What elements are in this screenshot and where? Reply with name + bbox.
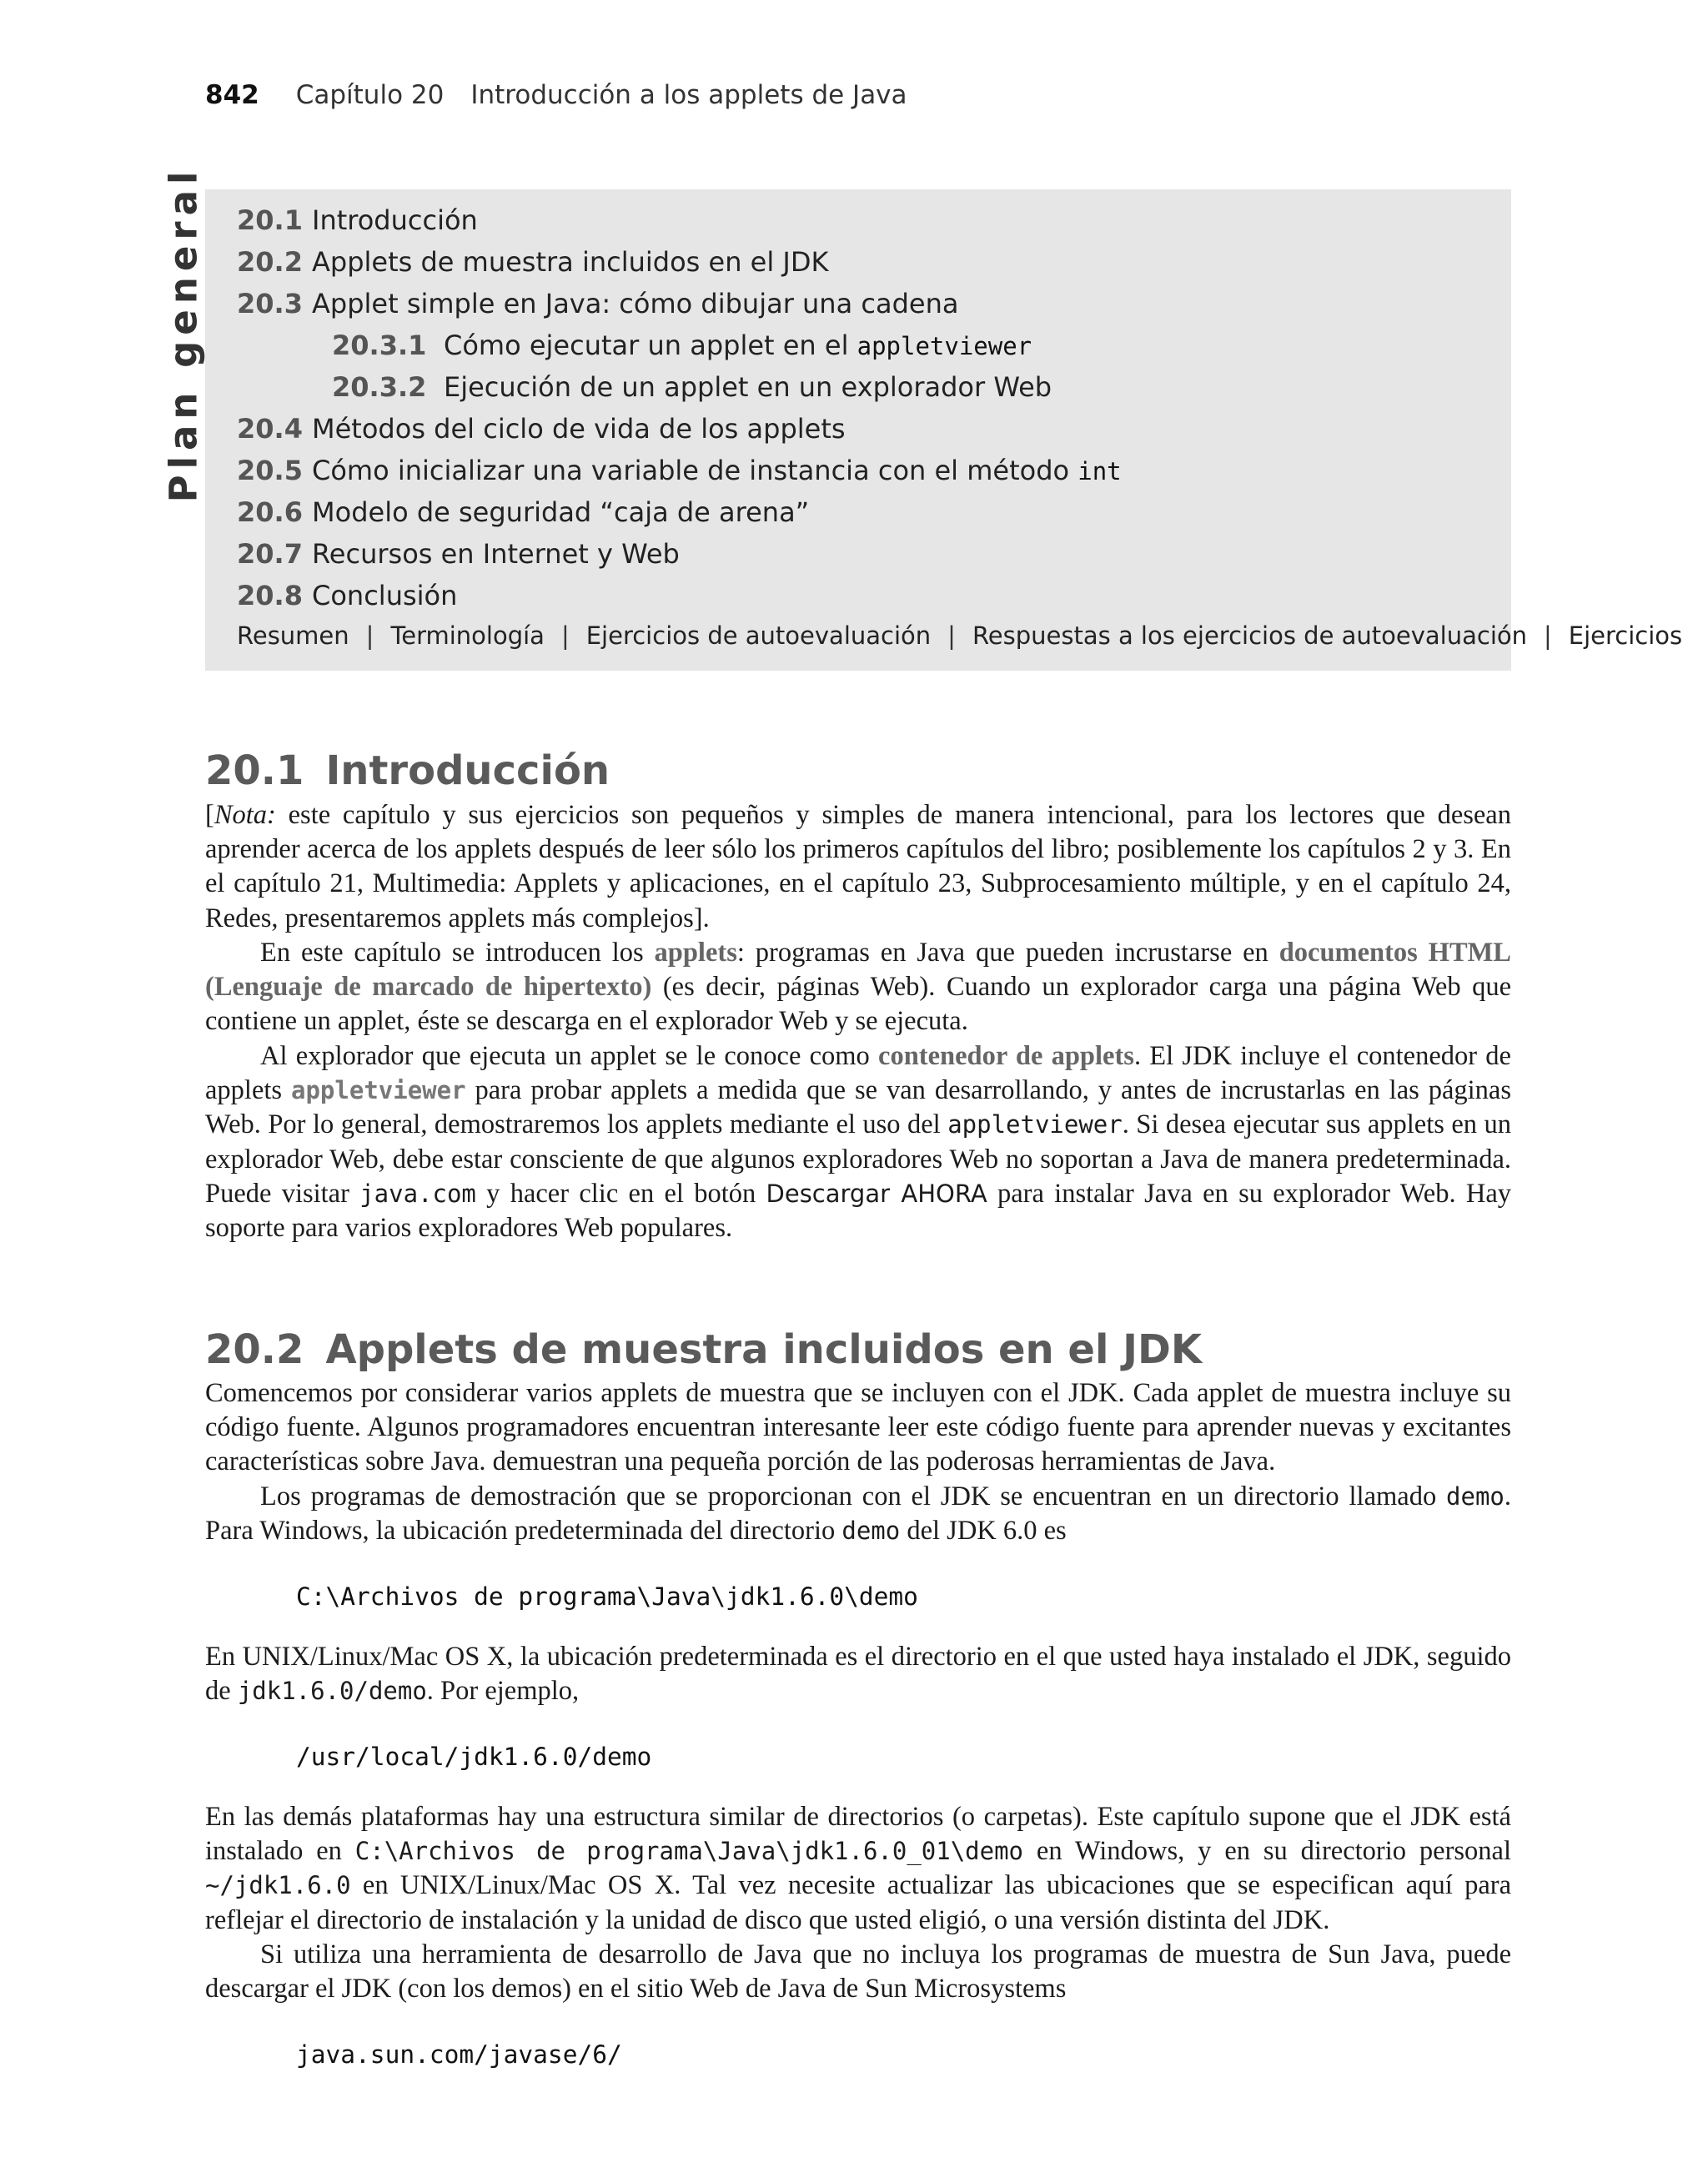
text-run: para probar applets a medida que se van desarrollando, y antes de incrustarlas en las páginas Web. Por lo general, demostraremos los applets mediante el uso del [205,1075,1512,1140]
outline-item-title: Modelo de seguridad “caja de arena” [312,496,810,528]
outline-item-title [444,329,1032,361]
paragraph-applet-container [205,1039,1511,1245]
running-header [205,80,907,110]
code-windows-install-path: C:\Archivos de programa\Java\jdk1.6.0_01\demo [354,1837,1024,1866]
text-run: del JDK 6.0 es [900,1516,1067,1547]
code-term-appletviewer: appletviewer [291,1076,466,1105]
outline-item-number: 20.5 [237,455,303,486]
outline-item-code: int [1078,457,1122,485]
outline-item-title [312,455,1122,486]
text-run: En este capítulo se introducen los [260,938,655,968]
outline-footer [237,621,1682,650]
text-run: Si utiliza una herramienta de desarrollo de Java que no incluya los programas de muestra de Sun Java, puede descargar el JDK (con los demos) en el sitio Web de Java de Sun Microsystems [205,1939,1511,2004]
text-run: en UNIX/Linux/Mac OS X. Tal vez necesite actualizar las ubicaciones que se especifican aquí para reflejar el directorio de instalación y la unidad de disco que usted eligió, o una versión distinta del JDK. [205,1870,1511,1935]
text-run: . El JDK incluye el contenedor de applets [205,1041,1511,1106]
footer-item-exercises: Ejercicios [1568,621,1683,650]
text-run: y hacer clic en el botón [475,1178,766,1209]
code-java-com: java.com [359,1179,476,1208]
footer-item-terminology: Terminología [390,621,545,650]
side-label [158,165,208,502]
code-unix-path: /usr/local/jdk1.6.0/demo [296,1743,652,1771]
text-run: : programas en Java que pueden incrustarse en [736,938,1279,968]
outline-item-number: 20.6 [237,496,303,528]
outline-item-title: Applet simple en Java: cómo dibujar una cadena [312,288,959,319]
section-heading-20-2 [205,1326,1202,1373]
chapter-label: Capítulo 20 [295,80,445,110]
code-windows-path: C:\Archivos de programa\Java\jdk1.6.0\demo [296,1582,918,1611]
text-run: Los programas de demostración que se proporcionan con el JDK se encuentran en un directorio llamado [260,1481,1447,1512]
text-run: . Si desea ejecutar sus applets en un explorador Web, debe estar consciente de que algunos exploradores Web no soportan a Java de manera predeterminada. Puede visitar [205,1109,1512,1209]
term-applet-container: contenedor de applets [878,1041,1134,1071]
code-demo: demo [1446,1482,1505,1511]
paragraph-download-jdk [205,1938,1511,2006]
section-heading-20-1 [205,747,610,794]
term-applets: applets [654,938,737,968]
outline-item-number: 20.3.1 [332,329,427,361]
outline-item-number: 20.1 [237,204,303,236]
text-run: . Por ejemplo, [426,1676,580,1707]
outline-item-title: Conclusión [312,580,458,611]
page-number: 842 [205,80,259,110]
side-label-text: Plan general [161,165,206,502]
outline-item-number: 20.4 [237,413,303,445]
code-home-jdk: ~/jdk1.6.0 [205,1871,351,1900]
footer-separator: | [365,621,374,650]
footer-item-self-review: Ejercicios de autoevaluación [585,621,932,650]
chapter-title: Introducción a los applets de Java [470,80,907,110]
outline-item-title: Applets de muestra incluidos en el JDK [312,246,829,278]
footer-separator: | [1544,621,1552,650]
chapter-outline [205,189,1683,671]
outline-item-number: 20.3 [237,288,303,319]
outline-item-number: 20.7 [237,538,303,570]
paragraph-sample-applets [205,1376,1511,1480]
outline-item-title: Métodos del ciclo de vida de los applets [312,413,846,445]
outline-item-title-text: Cómo inicializar una variable de instancia con el método [312,455,1078,486]
text-run: . Para Windows, la ubicación predeterminada del directorio [205,1481,1511,1547]
section-title: Introducción [325,747,610,794]
note-label: Nota: [214,800,276,830]
code-appletviewer: appletviewer [947,1110,1123,1139]
outline-item-code: appletviewer [857,332,1032,360]
outline-item-number: 20.3.2 [332,371,427,403]
section-number: 20.1 [205,747,304,794]
text-run: En las demás plataformas hay una estructura similar de directorios (o carpetas). Este capítulo supone que el JDK está instalado en [205,1802,1511,1867]
code-java-sun-url: java.sun.com/javase/6/ [296,2040,622,2069]
outline-item-number: 20.2 [237,246,303,278]
paragraph-note [205,798,1511,936]
code-jdk-demo: jdk1.6.0/demo [237,1677,427,1706]
paragraph-demo-directory [205,1480,1511,1548]
outline-item-title-text: Cómo ejecutar un applet en el [444,329,857,361]
text-run: Al explorador que ejecuta un applet se le conoce como [260,1041,879,1071]
section-title: Applets de muestra incluidos en el JDK [325,1326,1203,1373]
footer-separator: | [560,621,570,650]
footer-item-summary: Resumen [237,621,349,650]
outline-item-title: Introducción [312,204,478,236]
text-run: [ [205,800,214,830]
text-run: en Windows, y en su directorio personal [1023,1836,1511,1867]
text-run: (es decir, páginas Web). Cuando un explorador carga una página Web que contiene un applet, éste se descarga en el explorador Web y se ejecuta. [205,972,1511,1037]
text-run: este capítulo y sus ejercicios son pequeños y simples de manera intencional, para los lectores que desean aprender acerca de los applets después de leer sólo los primeros capítulos del libro; posiblemente los capítulos 2 y 3. En el capítulo 21, Multimedia: Applets y aplicaciones, en el capítulo 23, Subprocesamiento múltiple, y en el capítulo 24, Redes, presentaremos applets más complejos]. [205,800,1511,933]
download-now-label: Descargar AHORA [766,1179,987,1208]
text-run: para instalar Java en su explorador Web. Hay soporte para varios exploradores Web populares. [205,1178,1512,1244]
paragraph-other-platforms [205,1800,1511,1938]
footer-separator: | [947,621,956,650]
code-demo: demo [841,1517,901,1546]
paragraph-unix-location [205,1640,1511,1708]
outline-item-title: Recursos en Internet y Web [312,538,680,570]
text-run: Comencemos por considerar varios applets de muestra que se incluyen con el JDK. Cada applet de muestra incluye su código fuente. Algunos programadores encuentran interesante leer este código fuente para aprender nuevas y excitantes características sobre Java. demuestran una pequeña porción de las poderosas herramientas de Java. [205,1378,1511,1477]
paragraph-applets-intro [205,936,1511,1039]
section-number: 20.2 [205,1326,304,1373]
text-run: En UNIX/Linux/Mac OS X, la ubicación predeterminada es el directorio en el que usted haya instalado el JDK, seguido de [205,1642,1511,1707]
footer-item-answers: Respuestas a los ejercicios de autoevaluación [972,621,1527,650]
outline-item-title: Ejecución de un applet en un explorador Web [444,371,1052,403]
outline-item-number: 20.8 [237,580,303,611]
term-html-documents: documentos HTML (Lenguaje de marcado de hipertexto) [205,938,1511,1003]
